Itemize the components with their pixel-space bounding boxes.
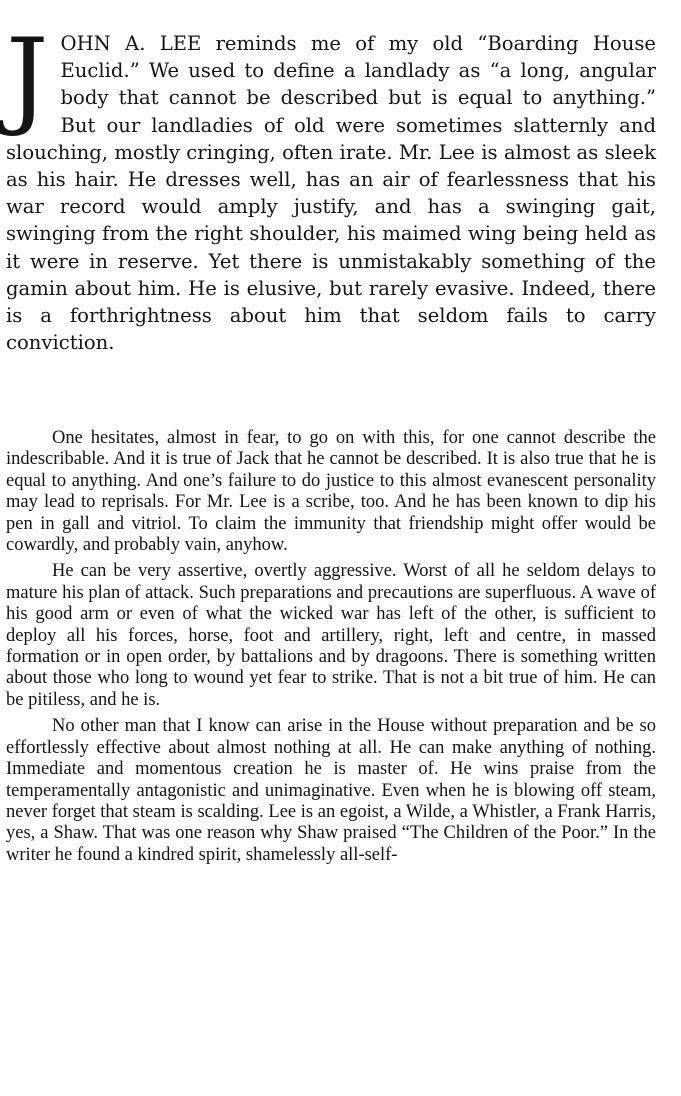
- paragraph-1: One hesitates, almost in fear, to go on with this, for one cannot describe the indescribable. And it is true of Jack that he cannot be described. It is also true that he is equal to anything. And one’s failure to do justice to this almost evanescent personality may lead to reprisals. For Mr. Lee is a scribe, too. And he has been known to dip his pen in gall and vitriol. To claim the immunity that friendship might offer would be cowardly, and probably vain, anyhow.: [6, 428, 656, 556]
- drop-cap: J: [6, 16, 49, 139]
- paragraph-2: He can be very assertive, overtly aggressive. Worst of all he seldom delays to mature his plan of attack. Such preparations and precautions are superfluous. A wave of his good arm or even of what the wicked war has left of the other, is sufficient to deploy all his forces, horse, foot and artillery, right, left and centre, in massed formation or in open order, by battalions and by dragoons. There is something written about those who long to wound yet fear to strike. That is not a bit true of him. He can be pitiless, and he is.: [6, 561, 656, 710]
- body-paragraphs: [6, 428, 656, 871]
- paragraph-3: No other man that I know can arise in the House without preparation and be so effortlessly effective about almost nothing at all. He can make anything of nothing. Immediate and momentous creation he is master of. He wins praise from the temperamentally antagonistic and unimaginative. Even when he is blowing off steam, never forget that steam is scalding. Lee is an egoist, a Wilde, a Whistler, a Frank Harris, yes, a Shaw. That was one reason why Shaw praised “The Children of the Poor.” In the writer he found a kindred spirit, shamelessly all-self-: [6, 716, 656, 865]
- lead-paragraph: [6, 16, 656, 356]
- lead-paragraph-text: OHN A. LEE reminds me of my old “Boarding House Euclid.” We used to define a landlady as “a long, angular body that cannot be described but is equal to anything.” But our landladies of old were sometimes slatternly and slouching, mostly cringing, often irate. Mr. Lee is almost as sleek as his hair. He dresses well, has an air of fearlessness that his war record would amply justify, and has a swinging gait, swinging from the right shoulder, his maimed wing being held as it were in reserve. Yet there is unmistakably something of the gamin about him. He is elusive, but rarely evasive. Indeed, there is a forthrightness about him that seldom fails to carry conviction.: [6, 32, 656, 355]
